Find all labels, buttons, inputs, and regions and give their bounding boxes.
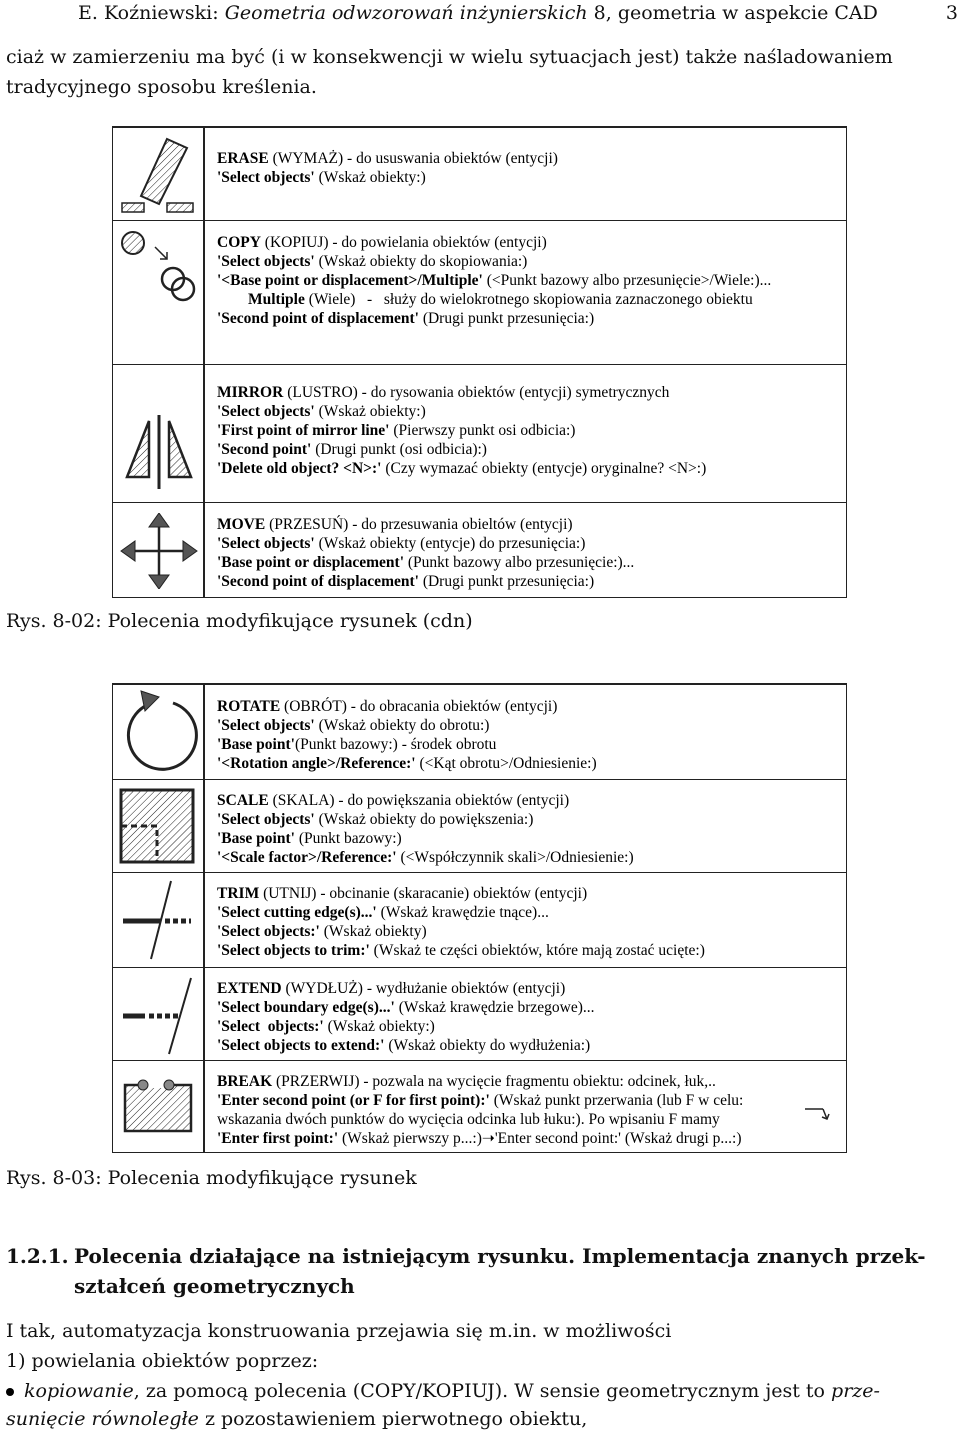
bullet-term: kopiowanie — [24, 1380, 134, 1402]
rotate-icon — [117, 687, 201, 777]
section-title-line-1: Polecenia działające na istniejącym rysunku. Implementacja znanych przek- — [74, 1244, 926, 1268]
mirror-icon — [119, 413, 199, 491]
panel-text: EXTEND (WYDŁUŻ) - wydłużanie obiektów (entycji) 'Select boundary edge(s)...' (Wskaż krawędzie brzegowe)... 'Select objects:' (Wskaż obiekty:) 'Select objects to extend:' (Wskaż obiekty do wydłużenia:) — [217, 980, 595, 1054]
figure-8-02-caption: Rys. 8-02: Polecenia modyfikujące rysunek (cdn) — [6, 610, 473, 632]
body-text: z pozostawieniem pierwotnego obiektu, — [198, 1408, 588, 1430]
copy-icon — [117, 229, 201, 315]
erase-icon — [119, 134, 199, 214]
panel-text: SCALE (SKALA) - do powiększania obiektów (entycji) 'Select objects' (Wskaż obiekty do powiększenia:) 'Base point' (Punkt bazowy:) '<Scale factor>/Reference:' (<Współczynnik skali>/Odniesienie:) — [217, 792, 634, 866]
panel-text: ROTATE (OBRÓT) - do obracania obiektów (entycji) 'Select objects' (Wskaż obiekty do obrotu:) 'Base point'(Punkt bazowy:) - środek obrotu '<Rotation angle>/Reference:' (<Kąt obrotu>/Odniesienie:) — [217, 698, 597, 772]
panel-text: MOVE (PRZESUŃ) - do przesuwania obieltów (entycji) 'Select objects' (Wskaż obiekty (entycje) do przesunięcia:) 'Base point or displacement' (Punkt bazowy albo przesunięcie:)... 'Second point of displacement' (Drugi punkt przesunięcia:) — [217, 516, 635, 590]
intro-line-2: tradycyjnego sposobu kreślenia. — [6, 76, 317, 98]
section-number: 1.2.1. — [6, 1244, 69, 1268]
bullet-item — [6, 1376, 880, 1406]
body-line-4 — [6, 1404, 587, 1434]
bullet-icon — [6, 1388, 14, 1396]
page-number: 3 — [945, 2, 958, 24]
section-heading — [6, 1241, 926, 1271]
bullet-text: , za pomocą polecenia (COPY/KOPIUJ). W sensie geometrycznym jest to — [133, 1380, 832, 1402]
running-header — [78, 2, 958, 24]
panel-copy — [113, 220, 846, 365]
intro-line-1: ciaż w zamierzeniu ma być (i w konsekwencji w wielu sytuacjach jest) także naśladowaniem — [6, 46, 893, 68]
panel-text: ERASE (WYMAŻ) - do ususwania obiektów (entycji) 'Select objects' (Wskaż obiekty:) — [217, 150, 558, 186]
figure-8-03-caption: Rys. 8-03: Polecenia modyfikujące rysunek — [6, 1167, 417, 1189]
section-heading-cont — [6, 1271, 355, 1301]
panel-text: COPY (KOPIUJ) - do powielania obiektów (entycji) 'Select objects' (Wskaż obiekty do skopiowania:) '<Base point or displacement>/Multiple' (<Punkt bazowy albo przesunięcie>/Wiele:)... Multiple (Wiele) - służy do wielokrotnego skopiowania zaznaczonego obiektu 'Second point of displacement' (Drugi punkt przesunięcia:) — [217, 234, 772, 327]
extend-icon — [119, 972, 199, 1058]
break-icon — [119, 1073, 199, 1145]
panel-break — [113, 1060, 846, 1153]
arrow-down-right-icon — [803, 1105, 833, 1123]
panel-text: MIRROR (LUSTRO) - do rysowania obiektów (entycji) symetrycznych 'Select objects' (Wskaż obiekty:) 'First point of mirror line' (Pierwszy punkt osi odbicia:) 'Second point' (Drugi punkt (osi odbicia):) 'Delete old object? <N>:' (Czy wymazać obiekty (entycje) oryginalne? <N>:) — [217, 384, 707, 477]
figure-8-03 — [112, 683, 847, 1153]
header-title: Geometria odwzorowań inżynierskich — [224, 2, 588, 24]
trim-icon — [119, 877, 199, 963]
scale-icon — [117, 786, 201, 868]
panel-scale — [113, 779, 846, 873]
bullet-term-2: prze- — [831, 1380, 880, 1402]
panel-text: BREAK (PRZERWIJ) - pozwala na wycięcie fragmentu obiektu: odcinek, łuk,.. 'Enter second point (or F for first point):' (Wskaż punkt przerwania (lub F w celu: wskazania dwóch punktów do wycięcia odcinka lub łuku:). Po wpisaniu F mamy 'Enter first point:' (Wskaż pierwszy p...:)➝'Enter second point:' (Wskaż drugi p...:) — [217, 1073, 744, 1147]
panel-trim — [113, 872, 846, 968]
panel-mirror — [113, 364, 846, 503]
body-line-2: 1) powielania obiektów poprzez: — [6, 1350, 319, 1372]
section-title-line-2: ształceń geometrycznych — [74, 1274, 355, 1298]
panel-erase — [113, 127, 846, 221]
move-icon — [119, 513, 199, 589]
header-rest: 8, geometria w aspekcie CAD — [593, 2, 878, 24]
body-line-1: I tak, automatyzacja konstruowania przejawia się m.in. w możliwości — [6, 1320, 672, 1342]
panel-text: TRIM (UTNIJ) - obcinanie (skaracanie) obiektów (entycji) 'Select cutting edge(s)...' (Wskaż krawędzie tnące)... 'Select objects:' (Wskaż obiekty) 'Select objects to trim:' (Wskaż te części obiektów, które mają zostać ucięte:) — [217, 885, 705, 959]
figure-8-02 — [112, 126, 847, 598]
body-term: sunięcie równoległe — [6, 1408, 199, 1430]
panel-rotate — [113, 684, 846, 780]
panel-move — [113, 502, 846, 598]
panel-extend — [113, 967, 846, 1061]
header-author: E. Koźniewski: — [78, 2, 219, 24]
